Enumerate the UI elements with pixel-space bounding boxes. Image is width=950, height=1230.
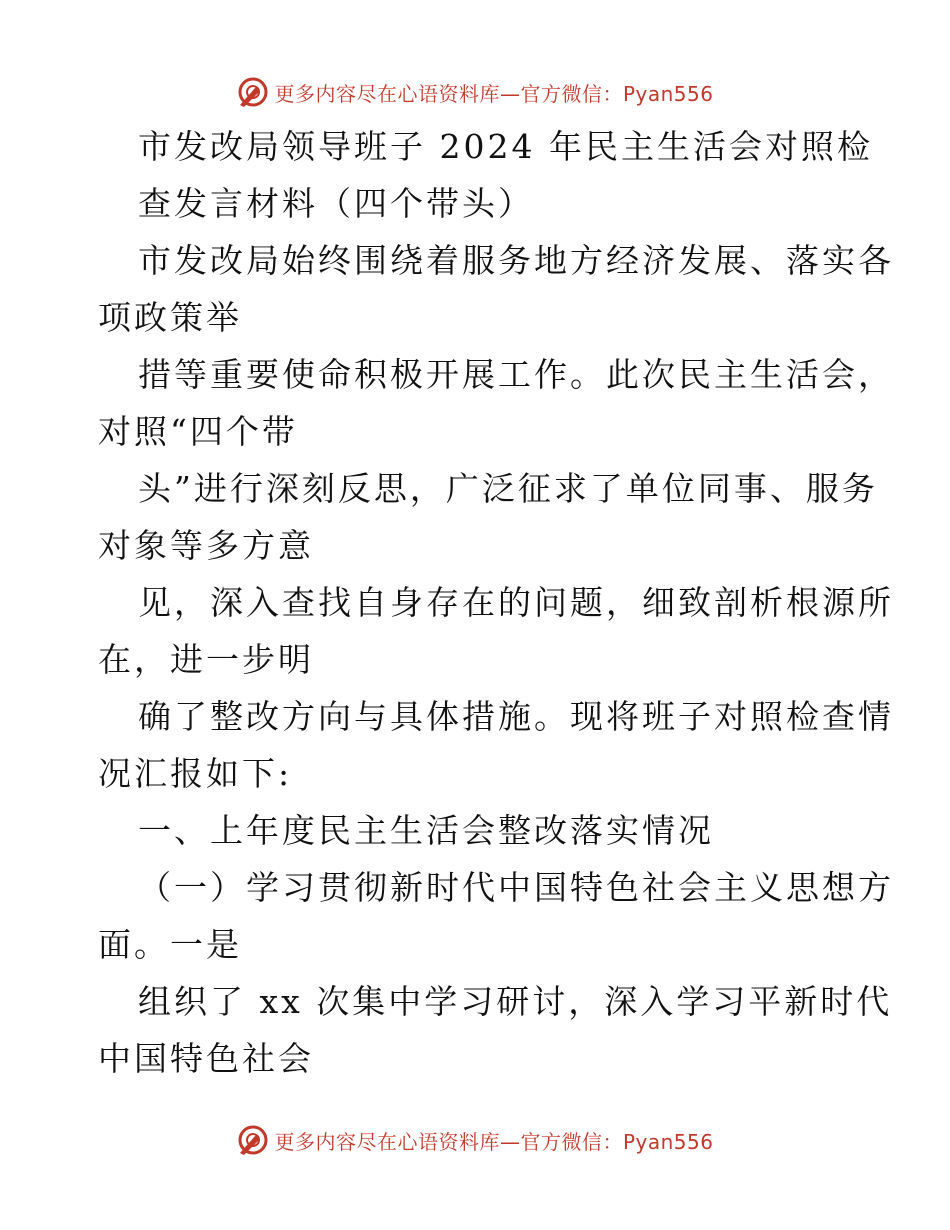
watermark-text: 更多内容尽在心语资料库—官方微信：Pyan556 (274, 1129, 714, 1154)
text-line: 在，进一步明 (98, 640, 314, 679)
footer-watermark (0, 1120, 950, 1160)
text-line: 确了整改方向与具体措施。现将班子对照检查情 (138, 697, 894, 736)
text-line: 况汇报如下: (98, 754, 293, 793)
text-line: 对象等多方意 (98, 526, 314, 565)
text-line: 措等重要使命积极开展工作。此次民主生活会， (138, 355, 894, 394)
header-watermark (0, 72, 950, 112)
pen-logo-icon (236, 1123, 270, 1157)
text-line: 面。一是 (98, 925, 242, 964)
text-line: 市发改局始终围绕着服务地方经济发展、落实各 (138, 241, 894, 280)
text-line: 对照“四个带 (98, 412, 298, 451)
text-line: 组织了 xx 次集中学习研讨，深入学习平新时代 (138, 982, 893, 1021)
watermark-text: 更多内容尽在心语资料库—官方微信：Pyan556 (274, 81, 714, 106)
text-line: （一）学习贯彻新时代中国特色社会主义思想方 (138, 868, 894, 907)
text-line: 中国特色社会 (98, 1039, 314, 1078)
text-line: 市发改局领导班子 2024 年民主生活会对照检 (138, 127, 873, 166)
text-line: 项政策举 (98, 298, 242, 337)
text-line: 一、上年度民主生活会整改落实情况 (138, 811, 714, 850)
text-line: 头”进行深刻反思，广泛征求了单位同事、服务 (138, 469, 878, 508)
pen-logo-icon (236, 75, 270, 109)
text-line: 见，深入查找自身存在的问题，细致剖析根源所 (138, 583, 894, 622)
document-body (98, 118, 894, 1087)
text-line: 查发言材料（四个带头） (138, 184, 534, 223)
